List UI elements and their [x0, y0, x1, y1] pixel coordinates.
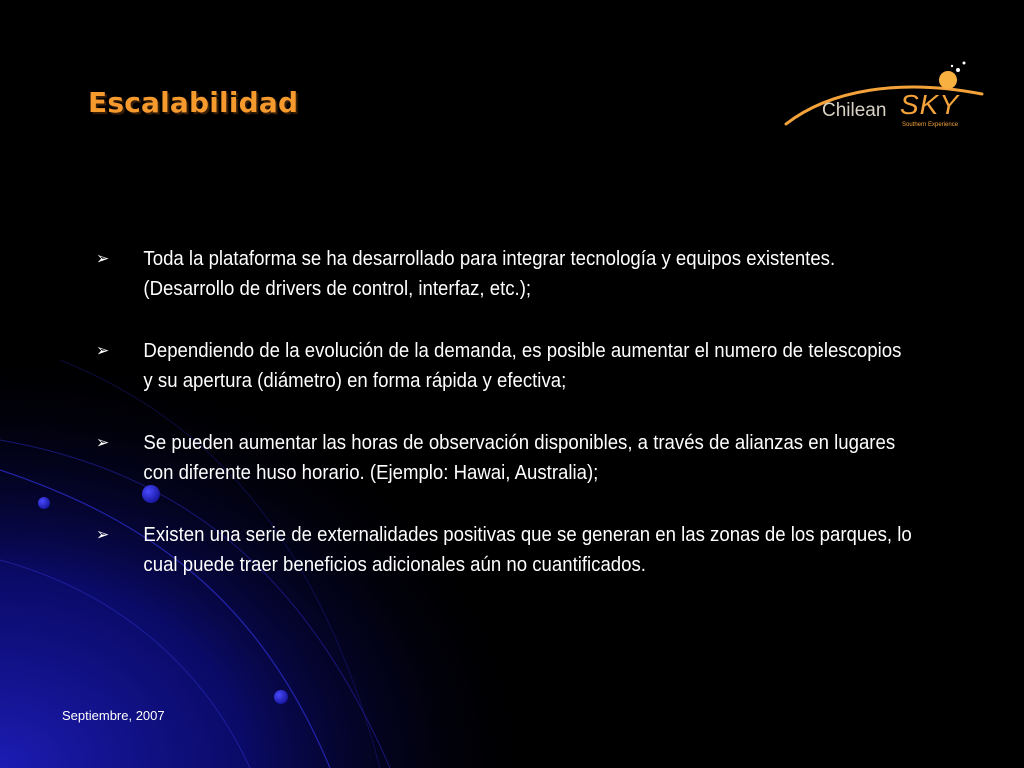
footer-date: Septiembre, 2007 — [62, 708, 165, 723]
logo-tagline: Southern Experience — [902, 122, 959, 128]
arrow-bullet-icon: ➢ — [96, 249, 110, 268]
arrow-bullet-icon: ➢ — [96, 433, 110, 452]
logo-word: Chilean — [822, 100, 887, 121]
arrow-bullet-icon: ➢ — [96, 525, 110, 544]
bullet-list — [96, 244, 976, 612]
bullet-item — [96, 336, 914, 396]
bullet-text: Dependiendo de la evolución de la demanda, es posible aumentar el numero de telescopios y su apertura (diámetro) en forma rápida y efectiva; — [143, 340, 902, 392]
slide-title: Escalabilidad — [88, 86, 299, 119]
chilean-sky-logo — [780, 56, 990, 134]
bullet-text: Se pueden aumentar las horas de observación disponibles, a través de alianzas en lugares con diferente huso horario. (Ejemplo: Hawai, Australia); — [143, 432, 896, 484]
bullet-item — [96, 244, 914, 304]
bullet-item — [96, 428, 914, 488]
bullet-text: Toda la plataforma se ha desarrollado para integrar tecnología y equipos existentes. (Desarrollo de drivers de control, interfaz, etc.); — [143, 248, 836, 300]
logo-brand: SKY — [900, 89, 960, 120]
decor-dot — [274, 690, 288, 704]
bullet-text: Existen una serie de externalidades positivas que se generan en las zonas de los parques, lo cual puede traer beneficios adicionales aún no cuantificados. — [143, 524, 912, 576]
bullet-item — [96, 520, 914, 580]
arrow-bullet-icon: ➢ — [96, 341, 110, 360]
decor-dot — [38, 497, 50, 509]
